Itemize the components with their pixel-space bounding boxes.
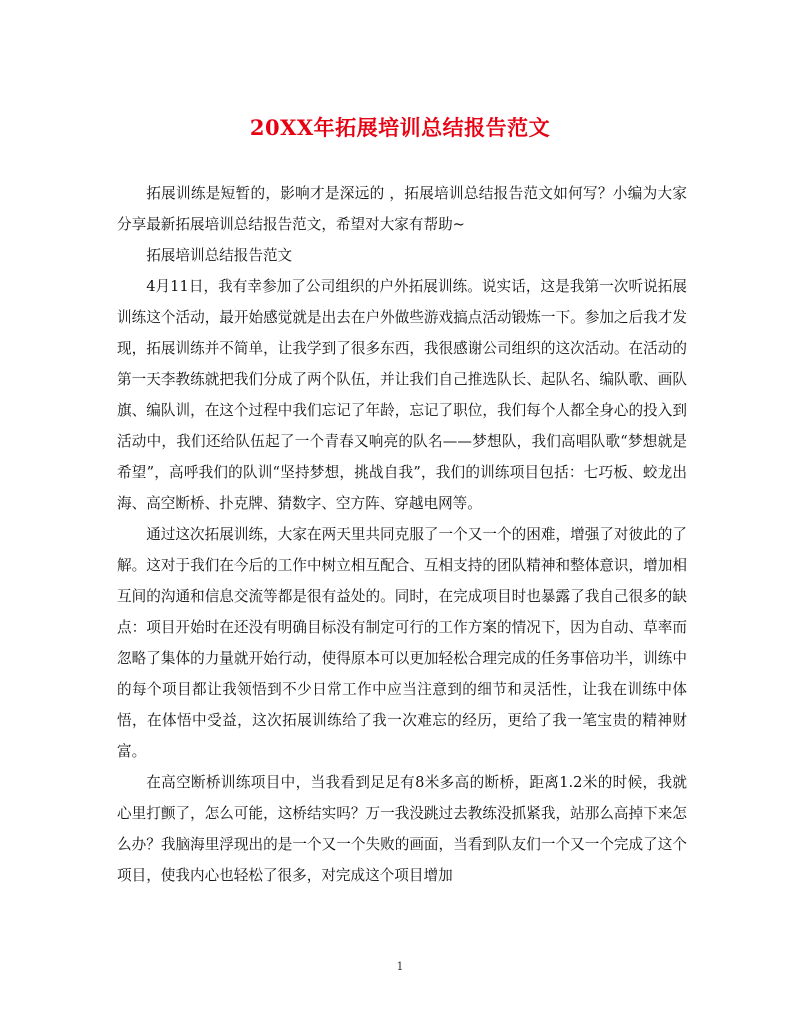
intro-paragraph: 拓展训练是短暂的，影响才是深远的 ，拓展培训总结报告范文如何写？小编为大家分享最新拓展培训总结报告范文，希望对大家有帮助~ [117,185,687,233]
page-number: 1 [396,960,404,973]
document-body [117,178,687,891]
body-paragraph-2: 通过这次拓展训练，大家在两天里共同克服了一个又一个的困难，增强了对彼此的了解。这对于我们在今后的工作中树立相互配合、互相支持的团队精神和整体意识，增加相互间的沟通和信息交流等都是很有益处的。同时，在完成项目时也暴露了我自己很多的缺点：项目开始时在还没有明确目标没有制定可行的工作方案的情况下，因为自动、草率而忽略了集体的力量就开始行动，使得原本可以更加轻松合理完成的任务事倍功半，训练中的每个项目都让我领悟到不少日常工作中应当注意到的细节和灵活性，让我在训练中体悟，在体悟中受益，这次拓展训练给了我一次难忘的经历，更给了我一笔宝贵的精神财富。 [117,526,687,760]
body-paragraph-3: 在高空断桥训练项目中，当我看到足足有8米多高的断桥，距离1.2米的时候，我就心里打颤了，怎么可能，这桥结实吗？万一我没跳过去教练没抓紧我，站那么高掉下来怎么办？我脑海里浮现出的是一个又一个失败的画面，当看到队友们一个又一个完成了这个项目，使我内心也轻松了很多，对完成这个项目增加 [117,774,687,884]
section-heading: 拓展培训总结报告范文 [146,247,293,264]
document-title: 20XX年拓展培训总结报告范文 [249,115,551,140]
body-paragraph-1: 4月11日，我有幸参加了公司组织的户外拓展训练。说实话，这是我第一次听说拓展训练这个活动，最开始感觉就是出去在户外做些游戏搞点活动锻炼一下。参加之后我才发现，拓展训练并不简单，让我学到了很多东西，我很感谢公司组织的这次活动。在活动的第一天李教练就把我们分成了两个队伍，并让我们自己推选队长、起队名、编队歌、画队旗、编队训，在这个过程中我们忘记了年龄，忘记了职位，我们每个人都全身心的投入到活动中，我们还给队伍起了一个青春又响亮的队名——梦想队，我们高唱队歌“梦想就是希望”，高呼我们的队训“坚持梦想，挑战自我”，我们的训练项目包括：七巧板、蛟龙出海、高空断桥、扑克牌、猜数字、空方阵、穿越电网等。 [117,278,687,512]
